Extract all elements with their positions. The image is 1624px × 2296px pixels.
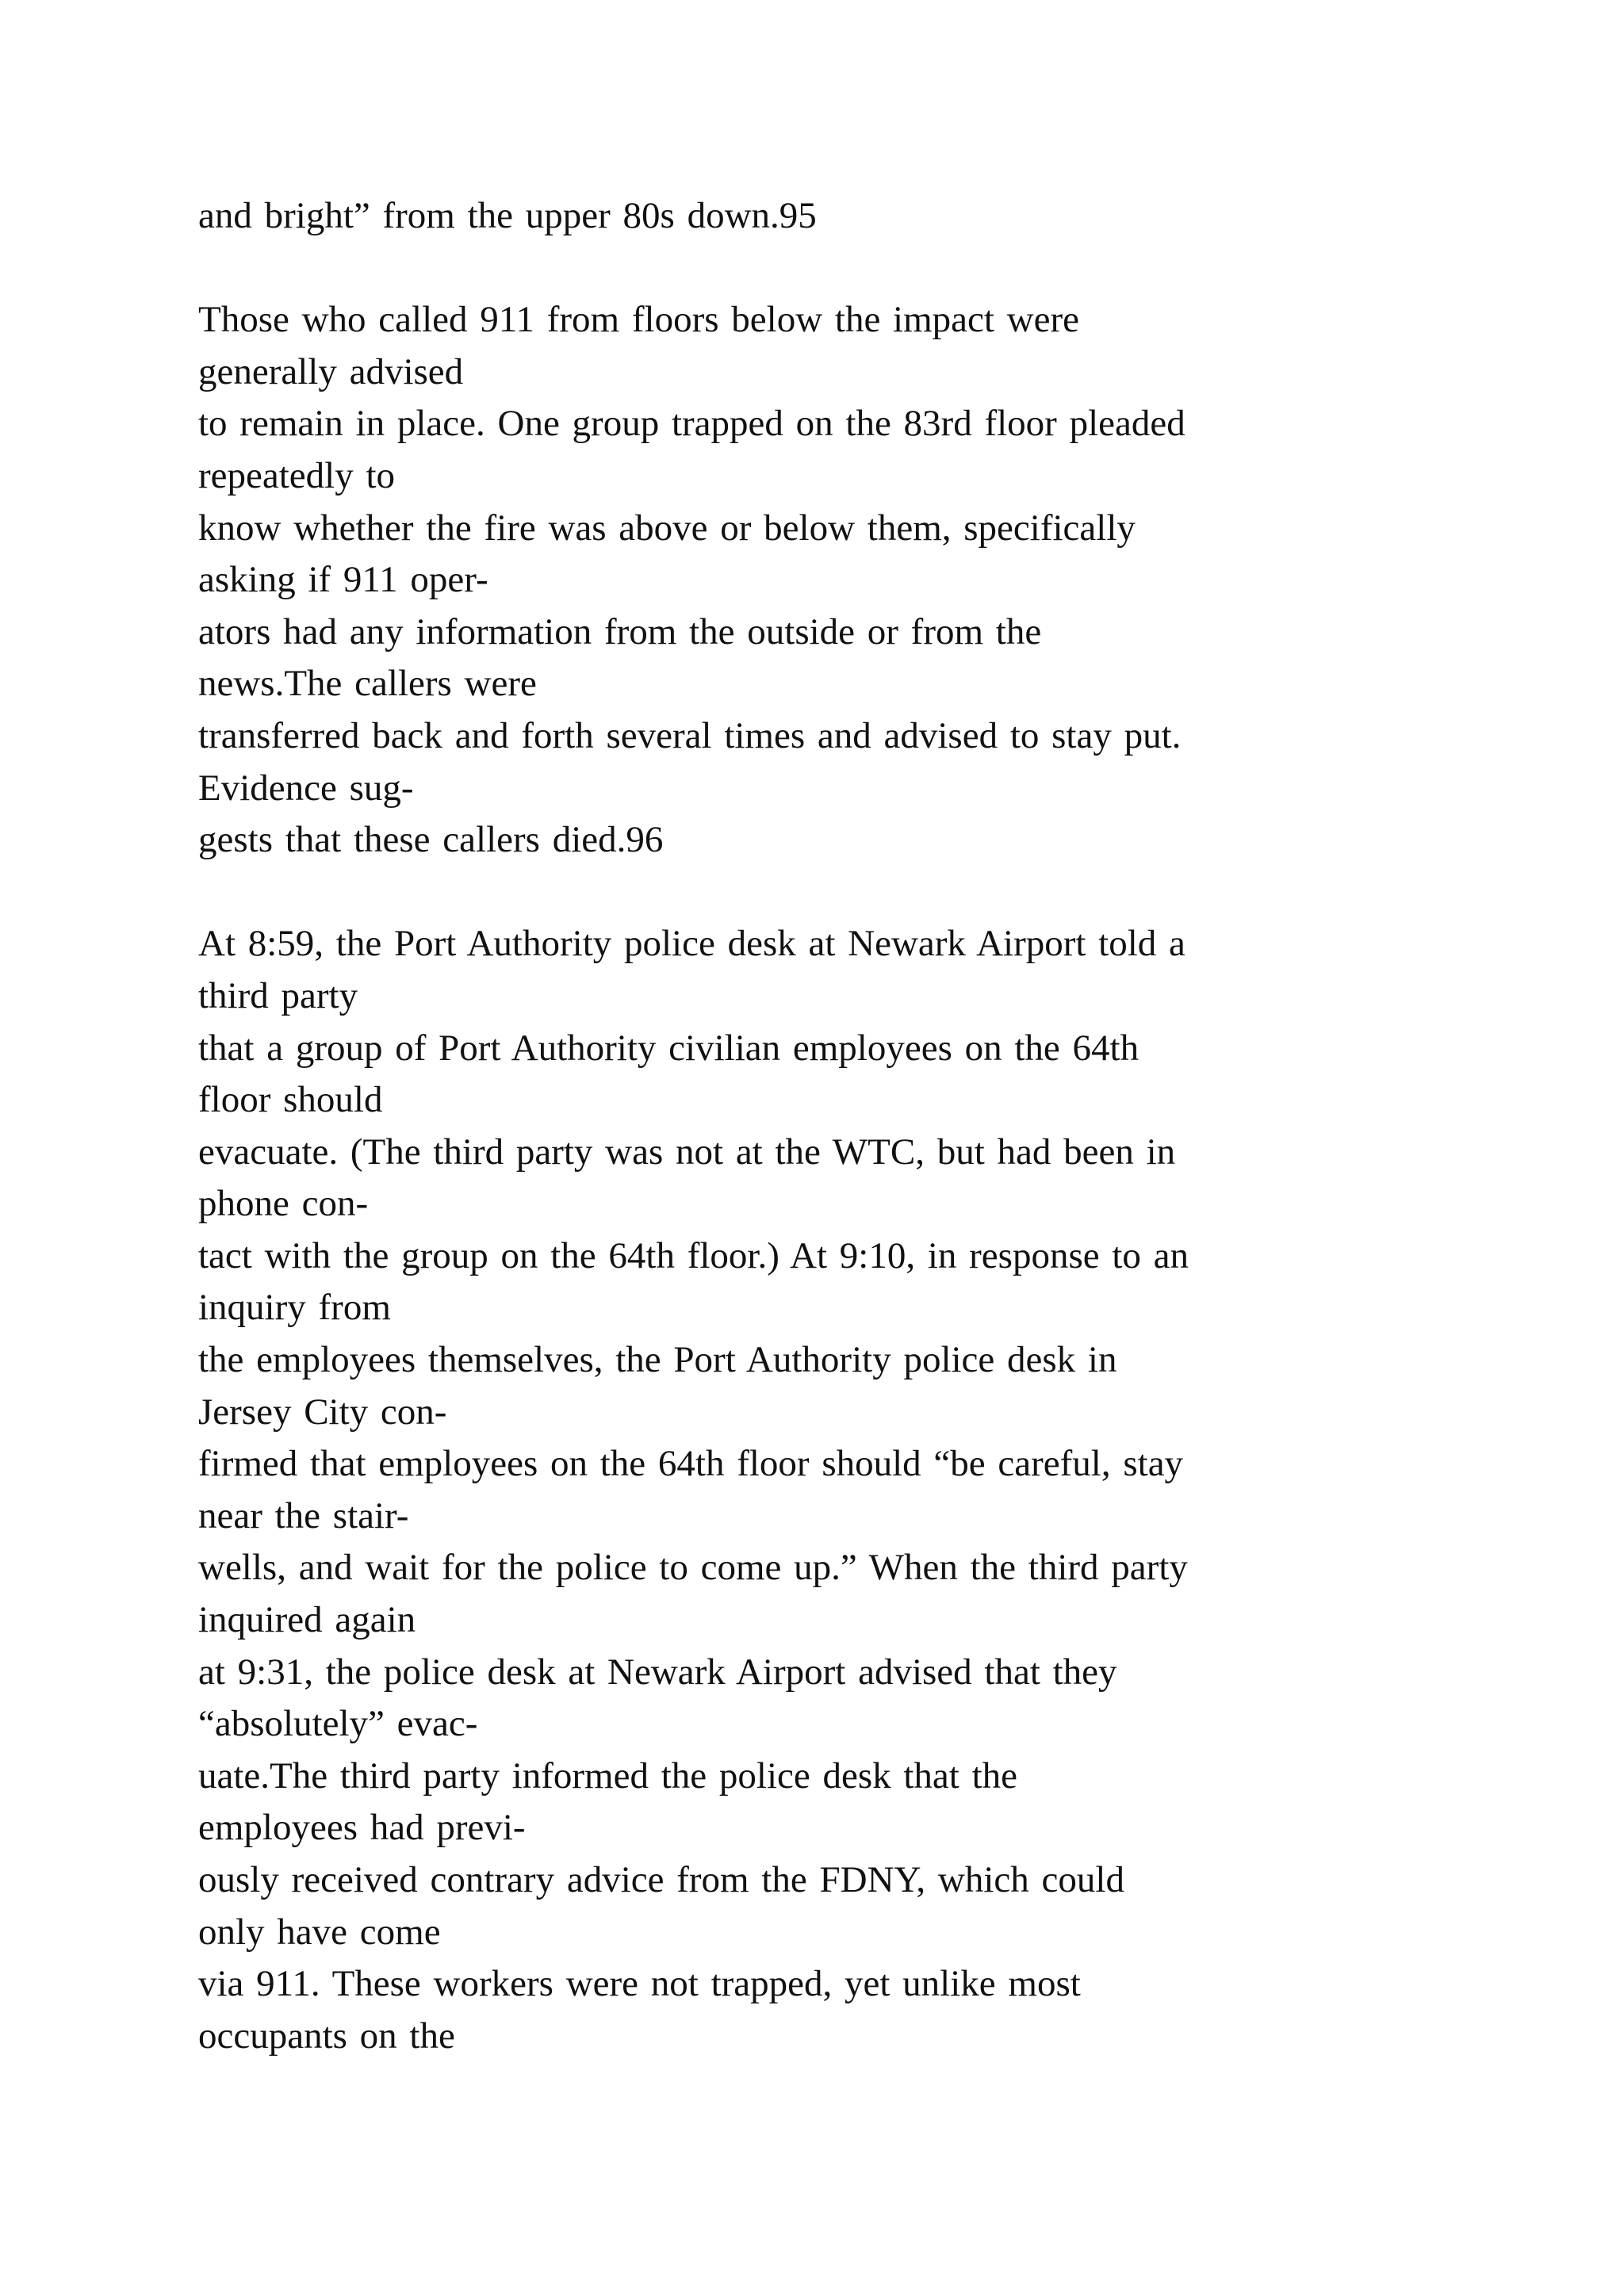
text-line: gests that these callers died.96 — [198, 819, 664, 861]
text-line: evacuate. (The third party was not at the WTC, but had been in — [198, 1131, 1176, 1173]
text-line: ously received contrary advice from the FDNY, which could — [198, 1859, 1124, 1900]
text-line: asking if 911 oper- — [198, 559, 488, 601]
paragraph-3 — [198, 918, 1546, 2062]
text-line: the employees themselves, the Port Authority police desk in — [198, 1339, 1117, 1381]
text-line: know whether the fire was above or below them, specifically — [198, 507, 1136, 549]
text-line: Jersey City con- — [198, 1391, 447, 1433]
text-line: “absolutely” evac- — [198, 1703, 478, 1745]
text-line: ators had any information from the outside or from the — [198, 610, 1042, 652]
text-line: at 9:31, the police desk at Newark Airport advised that they — [198, 1651, 1117, 1693]
text-line: generally advised — [198, 350, 464, 392]
text-line: phone con- — [198, 1183, 369, 1225]
paragraph-2 — [198, 294, 1546, 867]
text-line: Evidence sug- — [198, 767, 414, 809]
text-line: firmed that employees on the 64th floor should “be careful, stay — [198, 1443, 1184, 1485]
text-line: At 8:59, the Port Authority police desk at Newark Airport told a — [198, 923, 1185, 965]
text-line: news.The callers were — [198, 663, 537, 705]
text-line: Those who called 911 from floors below the impact were — [198, 299, 1080, 341]
text-line: only have come — [198, 1911, 441, 1953]
text-line: transferred back and forth several times and advised to stay put. — [198, 714, 1182, 756]
text-line: inquiry from — [198, 1287, 391, 1329]
text-line: near the stair- — [198, 1494, 409, 1536]
text-line: to remain in place. One group trapped on the 83rd floor pleaded — [198, 403, 1185, 445]
text-line: and bright” from the upper 80s down.95 — [198, 195, 817, 236]
text-line: via 911. These workers were not trapped, yet unlike most — [198, 1963, 1081, 2005]
text-line: floor should — [198, 1079, 383, 1121]
paragraph-1 — [198, 190, 1546, 243]
text-line: occupants on the — [198, 2015, 455, 2057]
text-line: repeatedly to — [198, 454, 396, 496]
text-line: tact with the group on the 64th floor.) At 9:10, in response to an — [198, 1234, 1189, 1276]
text-line: wells, and wait for the police to come up.” When the third party — [198, 1547, 1188, 1589]
text-line: employees had previ- — [198, 1807, 526, 1849]
body-text — [198, 190, 1546, 2062]
text-line: uate.The third party informed the police desk that the — [198, 1755, 1018, 1797]
text-line: third party — [198, 974, 358, 1016]
text-line: that a group of Port Authority civilian employees on the 64th — [198, 1027, 1139, 1069]
text-line: inquired again — [198, 1599, 416, 1641]
